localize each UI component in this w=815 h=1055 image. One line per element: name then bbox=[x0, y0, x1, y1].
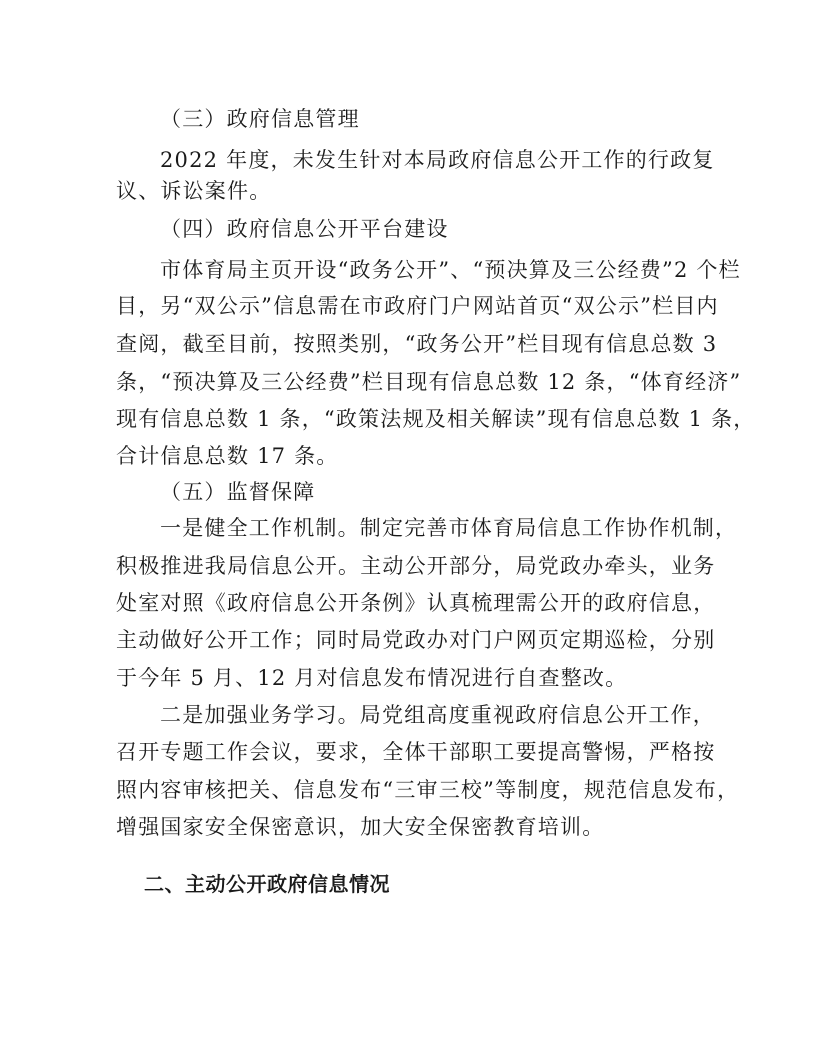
paragraph-line: 照内容审核把关、信息发布“三审三校”等制度，规范信息发布， bbox=[116, 778, 740, 802]
paragraph-line: 现有信息总数 1 条，“政策法规及相关解读”现有信息总数 1 条， bbox=[116, 407, 756, 431]
paragraph-line: 积极推进我局信息公开。主动公开部分，局党政办牵头，业务 bbox=[116, 554, 716, 578]
heading-platform-construction: （四）政府信息公开平台建设 bbox=[160, 217, 449, 241]
heading-government-info-management: （三）政府信息管理 bbox=[160, 107, 360, 131]
paragraph-line: 增强国家安全保密意识，加大安全保密教育培训。 bbox=[116, 815, 605, 839]
paragraph-line: 议、诉讼案件。 bbox=[116, 179, 272, 203]
paragraph-line: 于今年 5 月、12 月对信息发布情况进行自查整改。 bbox=[116, 666, 628, 690]
section-title: 二、主动公开政府信息情况 bbox=[144, 872, 390, 896]
paragraph-line: 查阅，截至目前，按照类别，“政务公开”栏目现有信息总数 3 bbox=[116, 332, 718, 356]
paragraph-line: 合计信息总数 17 条。 bbox=[116, 444, 339, 468]
paragraph-line: 一是健全工作机制。制定完善市体育局信息工作协作机制， bbox=[160, 516, 738, 540]
paragraph-line: 二是加强业务学习。局党组高度重视政府信息公开工作， bbox=[160, 703, 715, 727]
paragraph-line: 处室对照《政府信息公开条例》认真梳理需公开的政府信息， bbox=[116, 591, 716, 615]
paragraph-line: 市体育局主页开设“政务公开”、“预决算及三公经费”2 个栏 bbox=[160, 258, 741, 282]
paragraph-line: 目，另“双公示”信息需在市政府门户网站首页“双公示”栏目内 bbox=[116, 294, 719, 318]
paragraph-line: 召开专题工作会议，要求，全体干部职工要提高警惕，严格按 bbox=[116, 740, 716, 764]
paragraph-line: 主动做好公开工作；同时局党政办对门户网页定期巡检，分别 bbox=[116, 628, 716, 652]
heading-supervision: （五）监督保障 bbox=[160, 480, 316, 504]
paragraph-line: 条，“预决算及三公经费”栏目现有信息总数 12 条，“体育经济” bbox=[116, 370, 742, 394]
paragraph-line: 2022 年度，未发生针对本局政府信息公开工作的行政复 bbox=[160, 148, 715, 172]
